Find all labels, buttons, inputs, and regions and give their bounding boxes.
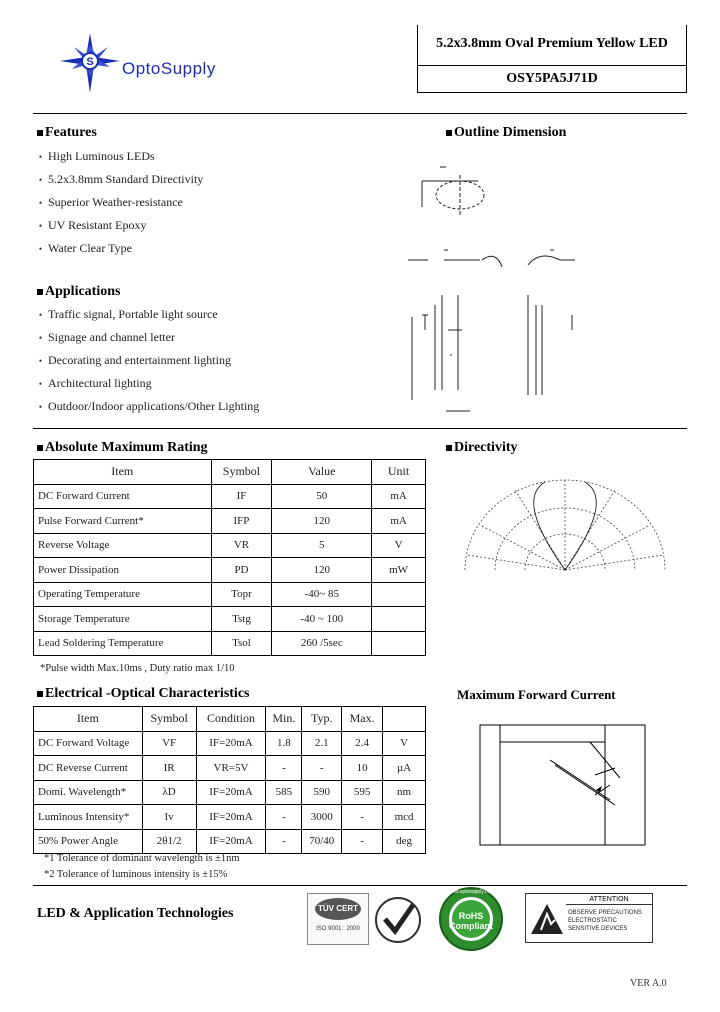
- table-row: Luminous Intensity* Iv IF=20mA - 3000 - mcd: [34, 805, 426, 830]
- max-forward-chart: [470, 720, 670, 850]
- table-row: Domi. Wavelength* λD IF=20mA 585 590 595 nm: [34, 780, 426, 805]
- feature-item: • UV Resistant Epoxy: [33, 214, 203, 237]
- table-header-row: [34, 460, 426, 485]
- column-header: Value: [272, 460, 372, 485]
- application-item: • Traffic signal, Portable light source: [33, 303, 259, 326]
- directivity-heading: Directivity: [446, 440, 518, 456]
- attention-line: ELECTROSTATIC: [568, 918, 617, 924]
- rohs-url: www.optosupply.com: [447, 889, 495, 895]
- abs-max-heading: Absolute Maximum Rating: [37, 440, 208, 456]
- column-header: Min.: [266, 707, 302, 732]
- header-divider: [33, 113, 687, 114]
- table-row: DC Forward Voltage VF IF=20mA 1.8 2.1 2.4 V: [34, 731, 426, 756]
- rohs-text: RoHS Compliant: [449, 911, 493, 931]
- attention-title: ATTENTION: [566, 894, 652, 905]
- brand-logo: [58, 35, 268, 95]
- table-row: Operating Temperature Topr -40~ 85: [34, 582, 426, 607]
- certified-badge: [373, 895, 423, 945]
- part-number: OSY5PA5J71D: [506, 71, 598, 86]
- product-title: 5.2x3.8mm Oval Premium Yellow LED: [436, 36, 668, 51]
- eo-heading: Electrical -Optical Characteristics: [37, 686, 249, 702]
- column-header: [383, 707, 426, 732]
- column-header: Item: [34, 460, 212, 485]
- feature-item: • Superior Weather-resistance: [33, 191, 203, 214]
- table-row: Pulse Forward Current* IFP 120 mA: [34, 509, 426, 534]
- column-header: Symbol: [142, 707, 196, 732]
- application-item: • Decorating and entertainment lighting: [33, 349, 259, 372]
- footer-divider: [33, 885, 687, 886]
- outline-drawing: [400, 155, 590, 415]
- eo-table: [33, 706, 426, 854]
- table-row: Power Dissipation PD 120 mW: [34, 558, 426, 583]
- abs-max-note: *Pulse width Max.10ms , Duty ratio max 1/10: [40, 663, 235, 674]
- column-header: Unit: [372, 460, 426, 485]
- tuv-badge: [307, 893, 369, 945]
- feature-item: • 5.2x3.8mm Standard Directivity: [33, 168, 203, 191]
- feature-item: • High Luminous LEDs: [33, 145, 203, 168]
- checkmark-icon: [373, 895, 423, 945]
- abs-max-table: [33, 459, 426, 656]
- feature-item: • Water Clear Type: [33, 237, 203, 260]
- table-row: Storage Temperature Tstg -40 ~ 100: [34, 607, 426, 632]
- svg-text:S: S: [86, 56, 94, 68]
- features-list: [33, 145, 203, 260]
- brand-name: OptoSupply: [122, 59, 216, 78]
- applications-list: [33, 303, 259, 418]
- application-item: • Architectural lighting: [33, 372, 259, 395]
- tuv-logo: TÜV CERT: [315, 898, 361, 920]
- table-row: Reverse Voltage VR 5 V: [34, 533, 426, 558]
- directivity-diagram: [455, 470, 675, 580]
- attention-line: SENSITIVE DEVICES: [568, 926, 628, 932]
- attention-line: OBSERVE PRECAUTIONS: [568, 910, 642, 916]
- table-row: 50% Power Angle 2θ1/2 IF=20mA - 70/40 - deg: [34, 829, 426, 854]
- max-forward-heading: Maximum Forward Current: [457, 687, 616, 702]
- application-item: • Signage and channel letter: [33, 326, 259, 349]
- tuv-cert-text: ISO 9001 : 2000: [316, 926, 360, 932]
- column-header: Condition: [196, 707, 266, 732]
- features-heading: Features: [37, 125, 97, 141]
- column-header: Typ.: [302, 707, 342, 732]
- table-header-row: [34, 707, 426, 732]
- esd-attention-badge: [525, 893, 653, 943]
- table-row: Lead Soldering Temperature Tsol 260 /5sec: [34, 631, 426, 656]
- column-header: Max.: [342, 707, 383, 732]
- outline-heading: Outline Dimension: [446, 125, 566, 141]
- rohs-badge: [437, 885, 505, 953]
- application-item: • Outdoor/Indoor applications/Other Lighting: [33, 395, 259, 418]
- star-logo-icon: [58, 31, 122, 95]
- eo-note-2: *2 Tolerance of luminous intensity is ±15%: [44, 869, 228, 880]
- table-row: DC Forward Current IF 50 mA: [34, 484, 426, 509]
- column-header: Symbol: [211, 460, 272, 485]
- eo-note-1: *1 Tolerance of dominant wavelength is ±1nm: [44, 853, 240, 864]
- section-divider: [33, 428, 687, 429]
- company-name: LED & Application Technologies: [37, 906, 234, 921]
- version-label: VER A.0: [630, 978, 667, 989]
- applications-heading: Applications: [37, 284, 120, 300]
- esd-warning-icon: [529, 902, 565, 936]
- column-header: Item: [34, 707, 143, 732]
- table-row: DC Reverse Current IR VR=5V - - 10 µA: [34, 756, 426, 781]
